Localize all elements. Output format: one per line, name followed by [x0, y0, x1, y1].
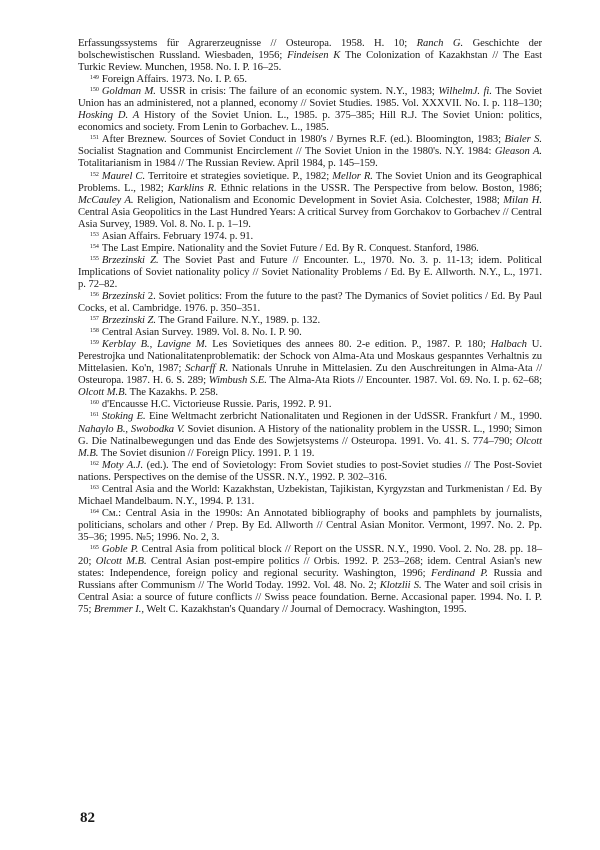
footnote — [78, 315, 542, 327]
footnote — [78, 255, 542, 291]
citation-text: (ed.). The end of Sovietology: From Soviet studies to post-Soviet studies // The Post-Soviet nations. Perspectives on the demise of the USSR. N.Y., 1992. P. 302–316. — [78, 459, 542, 483]
author-name: Findeisen K — [287, 50, 341, 62]
footnote — [78, 86, 542, 134]
author-name: Scharff R. — [185, 363, 229, 375]
footnote — [78, 327, 542, 339]
footnote-number: 157 — [90, 316, 99, 323]
footnote — [78, 231, 542, 243]
footnote-number: 149 — [90, 75, 99, 82]
author-name: Olcott M.B. — [78, 387, 128, 399]
citation-text: Eine Weltmacht zerbricht Nationalitaten und Regionen in der UdSSR. Frankfurt / M., 1990. — [145, 411, 543, 423]
footnote — [78, 339, 542, 399]
citation-text: USSR in crisis: The failure of an economic system. N.Y., 1983; — [155, 86, 439, 98]
footnote — [78, 291, 542, 315]
citation-text: The Colonization of Kazakhstan // The East Turkic Review. Munchen, 1958. No. I. P. 16–25. — [78, 50, 542, 74]
citation-text: Central Asian post-empire politics // Orbis. 1992. P. 253–268; idem. Central Asian's new states: Independence, foreign policy and regional security. Washington, 1996; — [78, 556, 542, 580]
citation-text: 2. Soviet politics: From the future to the past? The Dymanics of Soviet politics / Ed. By Paul Cocks, et al. Cambridge. 1976. p. 350–351. — [78, 290, 542, 315]
author-name: Klotzlii S. — [379, 580, 422, 592]
citation-text: Erfassungssystems für Agrarerzeugnisse // Osteuropa. 1958. H. 10; — [78, 38, 417, 49]
footnote — [78, 484, 542, 508]
citation-text: The Soviet Union and its Geographical Problems. L., 1982; — [78, 170, 542, 194]
citation-text: Socialist Stagnation and Communist Encirclement // The Soviet Union in the 1980's. N.Y. 1984: — [78, 146, 495, 158]
author-name: WilhelmJ. fi. — [438, 86, 492, 98]
footnote-number: 150 — [90, 87, 99, 94]
citation-text: Geschichte der bolschewistischen Russland. Wiesbaden, 1956; — [78, 38, 542, 62]
author-name: Stoking E. — [101, 411, 146, 423]
footnote-number: 154 — [90, 243, 99, 250]
footnotes-block — [78, 38, 542, 616]
footnote-number: 162 — [90, 460, 99, 467]
citation-text: Totalitarianism in 1984 // The Russian Review. April 1984, p. 145–159. — [78, 158, 378, 170]
author-name: Gleason A. — [494, 146, 543, 158]
citation-text: Les Sovietiques des annees 80. 2-e edition. P., 1987. P. 180; — [207, 339, 491, 351]
author-name: Wimbush S.E. — [208, 375, 267, 387]
footnote-number: 158 — [90, 328, 99, 335]
citation-text: Asian Affairs. February 1974. p. 91. — [101, 230, 254, 242]
footnote — [78, 171, 542, 231]
author-name: Brzezinski Z. — [101, 254, 159, 266]
citation-text: The Alma-Ata Riots // Encounter. 1987. Vol. 69. No. I. p. 62–68; — [266, 375, 542, 387]
citation-text: Central Asia from political block // Report on the USSR. N.Y., 1990. Vool. 2. No. 28. pp. 18–20; — [78, 543, 542, 568]
citation-text: The Soviet Past and Future // Encounter. L., 1970. No. 3. p. 11-13; idem. Political Implications of Soviet nationality policy // Soviet Nationality Problems / Ed. By E. Allworth. N.Y., L., 1971. p. 72–82. — [78, 254, 542, 290]
footnote-number: 156 — [90, 291, 99, 298]
author-name: Bremmer I., — [94, 604, 144, 616]
footnote-number: 165 — [90, 544, 99, 551]
citation-text: The Kazakhs. P. 258. — [127, 387, 219, 399]
author-name: Halbach — [490, 339, 527, 351]
footnote-number: 164 — [90, 508, 99, 515]
author-name: Goldman M. — [101, 86, 156, 98]
citation-text: After Breznew. Sources of Soviet Conduct in 1980's / Byrnes R.F. (ed.). Bloomington, 1983; — [101, 134, 505, 146]
footnote-number: 151 — [90, 135, 99, 142]
author-name: Nahaylo B., Swobodka V. — [78, 423, 185, 435]
author-name: Ranch G. — [416, 38, 464, 49]
author-name: McCauley A. — [78, 194, 134, 206]
citation-text: The Last Empire. Nationality and the Soviet Future / Ed. By R. Conquest. Stanford, 1986. — [101, 242, 479, 254]
citation-text: The Soviet disunion // Foreign Plicy. 1991. P. 1 19. — [98, 447, 315, 459]
author-name: Hosking D. A — [78, 110, 140, 122]
author-name: Olcott M.B. — [95, 556, 147, 568]
footnote — [78, 411, 542, 459]
author-name: Goble P. — [101, 543, 139, 555]
citation-text: Nationals Unruhe in Mittelasien. Zu den Auschreitungen in Alma-Ata // Osteuropa. 1987. H. 6. S. 289; — [78, 363, 542, 387]
citation-text: Central Asian Survey. 1989. Vol. 8. No. I. P. 90. — [101, 327, 302, 339]
citation-text: Central Asia Geopolitics in the Last Hundred Years: A critical Survey from Gorchakov to Gorbachev // Central Asia Survey, 1989. Vol. 8. No. I. p. 1–19. — [78, 206, 542, 230]
author-name: Bialer S. — [504, 134, 542, 146]
author-name: Karklins R. — [167, 182, 217, 194]
citation-text: U. Perestrojka und Nationalitatenproblematik: der Schock von Alma-Ata und Moskaus gespanntes Verhaltnis zu Mittelasien. Ko'n, 1987; — [78, 339, 542, 375]
citation-text: Territoire et strategies sovietique. P., 1982; — [145, 170, 333, 182]
author-name: Olcott M.B. — [78, 435, 542, 459]
footnote-number: 159 — [90, 340, 99, 347]
citation-text: The Soviet Union has an administered, not a planned, economy // Soviet Studies. 1985. Vol. XXXVII. No. I. p. 118–130; — [78, 86, 543, 110]
footnote — [78, 74, 542, 86]
footnote-number: 152 — [90, 171, 99, 178]
citation-text: The Grand Failure. N.Y., 1989. p. 132. — [155, 315, 321, 327]
citation-text: Ethnic relations in the USSR. The Perspective from below. Boston, 1986; — [216, 182, 543, 194]
author-name: Ferdinand P. — [431, 568, 489, 580]
footnote — [78, 508, 542, 544]
author-name: Mellor R. — [332, 170, 373, 182]
author-name: Maurel C. — [101, 170, 146, 182]
citation-text: Religion, Nationalism and Economic Development in Soviet Asia. Colchester, 1988; — [133, 194, 504, 206]
citation-text: History of the Soviet Union. L., 1985. p. 375–385; Hill R.J. The Soviet Union: politics, economics and society. From Lenin to Gorbachev. L., 1985. — [78, 110, 542, 134]
citation-text: Soviet disunion. A History of the nationality problem in the USSR. L., 1990; Simon G. Die Natinalbewegungen und das Ende des Sowjetsystems // Osteuropa. 1991. Vo. 41. S. 774–790; — [78, 423, 543, 447]
footnote — [78, 134, 542, 170]
author-name: Brzezinski Z. — [101, 315, 156, 327]
footnote — [78, 460, 542, 484]
footnote-number: 155 — [90, 255, 99, 262]
page-number: 82 — [80, 810, 95, 826]
footnote-number: 153 — [90, 231, 99, 238]
citation-text: См.: Central Asia in the 1990s: An Annotated bibliography of books and pamphlets by journalists, politicians, scholars and other / Prep. By Ed. Allworth // Central Asian Monitor. Vermont, 1997. No. 2. Pp. 35–36; 1995. №5; 1996. No. 2, 3. — [78, 507, 542, 543]
citation-text: Central Asia and the World: Kazakhstan, Uzbekistan, Tajikistan, Kyrgyzstan and Turkmenistan / Ed. By Michael Mandelbaum. N.Y., 1994. P. 131. — [78, 483, 542, 507]
author-name: Kerblay B., Lavigne M. — [101, 339, 208, 351]
footnote-number: 161 — [90, 412, 99, 419]
footnote — [78, 399, 542, 411]
footnote — [78, 38, 542, 74]
footnote — [78, 243, 542, 255]
footnote-number: 163 — [90, 484, 99, 491]
footnote-number: 160 — [90, 400, 99, 407]
citation-text: Russia and Russians after Communism // The World Today. 1992. Vol. 48. No. 2; — [78, 568, 543, 592]
author-name: Moty A.J. — [101, 459, 144, 471]
citation-text: d'Encausse H.C. Victorieuse Russie. Paris, 1992. P. 91. — [101, 399, 332, 411]
citation-text: Foreign Affairs. 1973. No. I. P. 65. — [101, 74, 247, 86]
citation-text: Welt C. Kazakhstan's Quandary // Journal of Democracy. Washington, 1995. — [143, 604, 467, 616]
citation-text: The Water and soil crisis in Central Asia: a source of future conflicts // Swiss peace foundation. Berne. Accasional paper. 1994. No. I. P. 75; — [78, 580, 542, 616]
author-name: Milan H. — [503, 194, 542, 206]
author-name: Brzezinski — [101, 290, 145, 302]
footnote — [78, 544, 542, 616]
